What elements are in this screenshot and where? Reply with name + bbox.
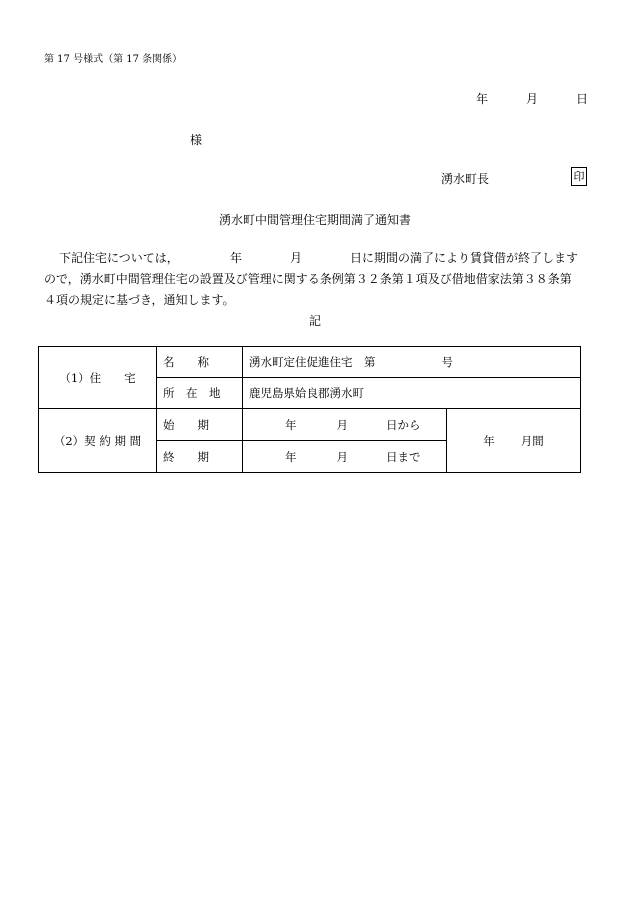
start-month: 月 [336,417,348,432]
period-label: （2）契 約 期 間 [39,409,157,473]
housing-label: （1）住 宅 [39,347,157,409]
date-year: 年 [476,92,489,106]
body-line-1a: 下記住宅については， [59,251,179,265]
date-month: 月 [526,92,539,106]
body-line-2: ので，湧水町中間管理住宅の設置及び管理に関する条例第３２条第１項及び借地借家法第３８条第 [44,272,572,286]
addressee-suffix: 様 [190,133,203,147]
table-row [39,409,581,441]
start-label: 始 期 [157,409,243,441]
body-line-1b: 年 [230,251,243,265]
name-label: 名 称 [157,347,243,378]
table-row [39,347,581,378]
ki-label: 記 [308,314,321,328]
name-suffix: 号 [441,355,453,369]
name-value-cell [243,347,581,378]
name-value: 湧水町定住促進住宅 第 [249,355,376,369]
duration [447,409,581,473]
end-label: 終 期 [157,441,243,473]
start-date [243,409,447,441]
end-year: 年 [285,449,297,464]
sender-title: 湧水町長 [441,172,490,186]
duration-year: 年 [483,433,495,448]
body-line-1d: 日に期間の満了により賃貸借が終了します [350,251,579,265]
start-year: 年 [285,417,297,432]
date-day: 日 [576,92,589,106]
document-title: 湧水町中間管理住宅期間満了通知書 [218,213,411,227]
duration-month: 月間 [520,433,544,448]
location-value: 鹿児島県姶良郡湧水町 [243,378,581,409]
body-line-1c: 月 [290,251,303,265]
body-line-3: ４項の規定に基づき，通知します。 [44,293,235,307]
start-day: 日から [386,417,421,432]
location-label: 所 在 地 [157,378,243,409]
seal-box: 印 [571,167,587,186]
info-table [38,346,581,473]
end-month: 月 [336,449,348,464]
end-date [243,441,447,473]
end-day: 日まで [386,449,421,464]
form-number: 第 17 号様式（第 17 条関係） [44,54,183,65]
